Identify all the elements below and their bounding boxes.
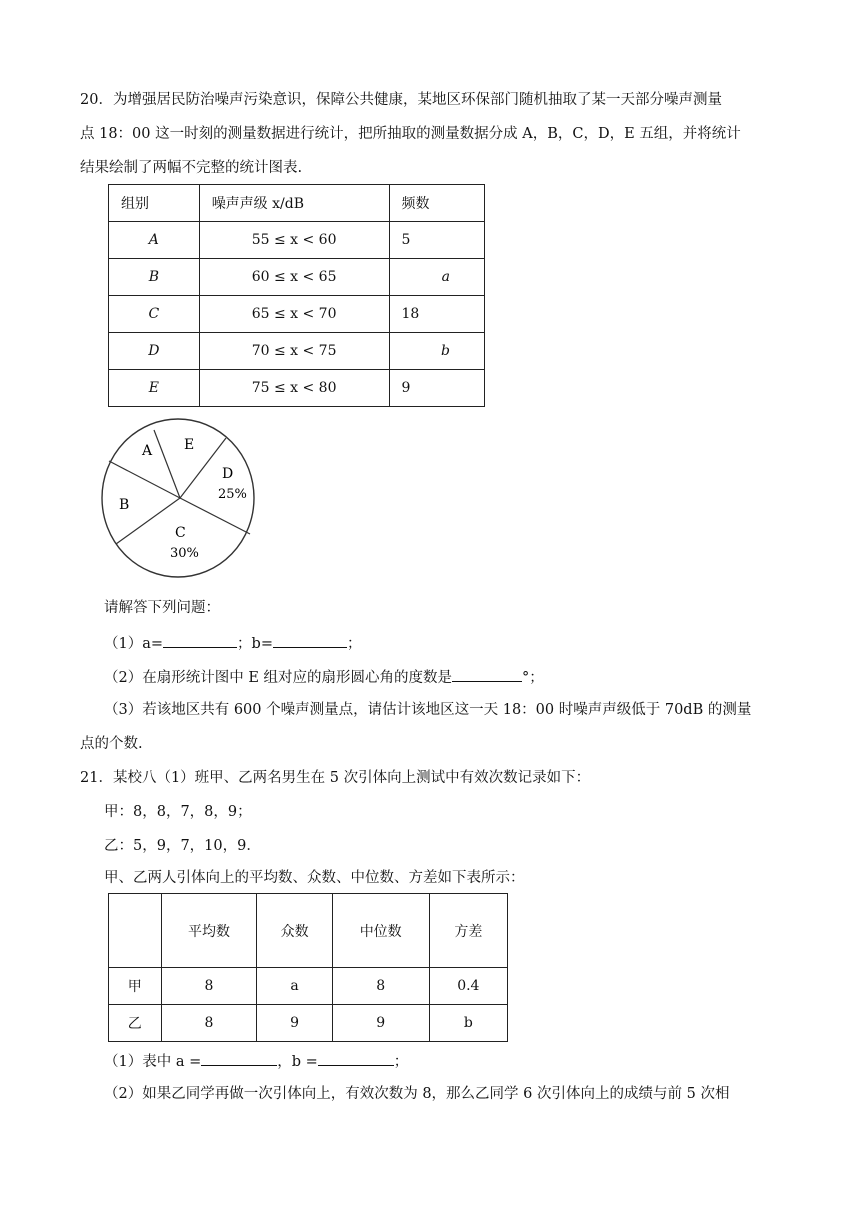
- table-row: [109, 968, 508, 1005]
- range-cell: 75 ≤ x < 80: [199, 370, 389, 407]
- table-row: [109, 222, 485, 259]
- q20-part1: [104, 632, 361, 654]
- pie-label-d-pct: 25%: [218, 487, 247, 502]
- range-cell: 55 ≤ x < 60: [199, 222, 389, 259]
- table-row: [109, 296, 485, 333]
- q20-line1: 20．为增强居民防治噪声污染意识，保障公共健康，某地区环保部门随机抽取了某一天部分噪声测量: [80, 92, 722, 108]
- header-noise-level: 噪声声级 x/dB: [199, 185, 389, 222]
- q21-p1-label-a: （1）表中 a =: [104, 1054, 202, 1070]
- header-variance: 方差: [429, 894, 507, 968]
- range-cell: 70 ≤ x < 75: [199, 333, 389, 370]
- header-mean: 平均数: [161, 894, 257, 968]
- table-row: [109, 259, 485, 296]
- q20-line2: 点 18：00 这一时刻的测量数据进行统计，把所抽取的测量数据分成 A，B，C，D，E 五组，并将统计: [80, 126, 741, 142]
- q20-part3-line2: 点的个数.: [80, 736, 143, 752]
- header-mode: 众数: [257, 894, 332, 968]
- q21-part2: （2）如果乙同学再做一次引体向上，有效次数为 8，那么乙同学 6 次引体向上的成绩与前 5 次相: [104, 1086, 730, 1102]
- header-group: 组别: [109, 185, 200, 222]
- q21-yi-record: 乙：5，9，7，10，9．: [104, 838, 261, 854]
- header-frequency: 频数: [389, 185, 485, 222]
- q21-p1-label-b: ，b =: [277, 1054, 318, 1070]
- answer-blank-b[interactable]: [318, 1050, 394, 1066]
- q21-jia-record: 甲：8，8，7，8，9；: [104, 804, 252, 820]
- freq-cell: 18: [389, 296, 485, 333]
- group-cell: D: [109, 333, 200, 370]
- mean-cell: 8: [161, 1005, 257, 1042]
- header-blank: [109, 894, 162, 968]
- answer-blank-a[interactable]: [201, 1050, 277, 1066]
- variance-cell: 0.4: [429, 968, 507, 1005]
- freq-cell: a: [389, 259, 485, 296]
- group-cell: C: [109, 296, 200, 333]
- pie-label-c: C: [175, 525, 186, 541]
- q21-line1: 21．某校八（1）班甲、乙两名男生在 5 次引体向上测试中有效次数记录如下：: [80, 770, 591, 786]
- q21-intro: 甲、乙两人引体向上的平均数、众数、中位数、方差如下表所示：: [104, 870, 525, 886]
- table-header-row: [109, 185, 485, 222]
- q20-p1-label-a: （1）a=: [104, 636, 164, 652]
- median-cell: 8: [332, 968, 429, 1005]
- group-cell: B: [109, 259, 200, 296]
- answer-blank-angle[interactable]: [452, 666, 522, 682]
- freq-cell: b: [389, 333, 485, 370]
- answer-blank-b[interactable]: [273, 632, 347, 648]
- freq-cell: 9: [389, 370, 485, 407]
- table-row: [109, 370, 485, 407]
- q21-p1-end: ；: [393, 1054, 409, 1070]
- q20-p1-end: ；: [346, 636, 362, 652]
- mode-cell: a: [257, 968, 332, 1005]
- pie-label-c-pct: 30%: [170, 546, 199, 561]
- group-cell: A: [109, 222, 200, 259]
- q20-part3-line1: （3）若该地区共有 600 个噪声测量点，请估计该地区这一天 18：00 时噪声声级低于 70dB 的测量: [104, 702, 752, 718]
- table-header-row: [109, 894, 508, 968]
- mode-cell: 9: [257, 1005, 332, 1042]
- pie-label-d: D: [222, 466, 234, 482]
- q20-line3: 结果绘制了两幅不完整的统计图表.: [80, 160, 303, 176]
- pullup-stats-table: [108, 893, 508, 1042]
- q20-p2-text: （2）在扇形统计图中 E 组对应的扇形圆心角的度数是: [104, 670, 453, 686]
- range-cell: 60 ≤ x < 65: [199, 259, 389, 296]
- q20-p2-end: °；: [522, 670, 544, 686]
- row-name: 乙: [109, 1005, 162, 1042]
- mean-cell: 8: [161, 968, 257, 1005]
- range-cell: 65 ≤ x < 70: [199, 296, 389, 333]
- q20-prompt: 请解答下列问题：: [104, 600, 220, 616]
- median-cell: 9: [332, 1005, 429, 1042]
- pie-label-a: A: [142, 443, 153, 459]
- group-cell: E: [109, 370, 200, 407]
- table-row: [109, 1005, 508, 1042]
- q21-part1: [104, 1050, 408, 1072]
- header-median: 中位数: [332, 894, 429, 968]
- table-row: [109, 333, 485, 370]
- row-name: 甲: [109, 968, 162, 1005]
- q20-part2: [104, 666, 544, 688]
- answer-blank-a[interactable]: [163, 632, 237, 648]
- variance-cell: b: [429, 1005, 507, 1042]
- pie-label-e: E: [184, 437, 195, 453]
- q20-p1-label-b: ；b=: [237, 636, 273, 652]
- pie-label-b: B: [119, 497, 130, 513]
- noise-frequency-table: [108, 184, 485, 407]
- freq-cell: 5: [389, 222, 485, 259]
- pie-chart: [98, 416, 258, 582]
